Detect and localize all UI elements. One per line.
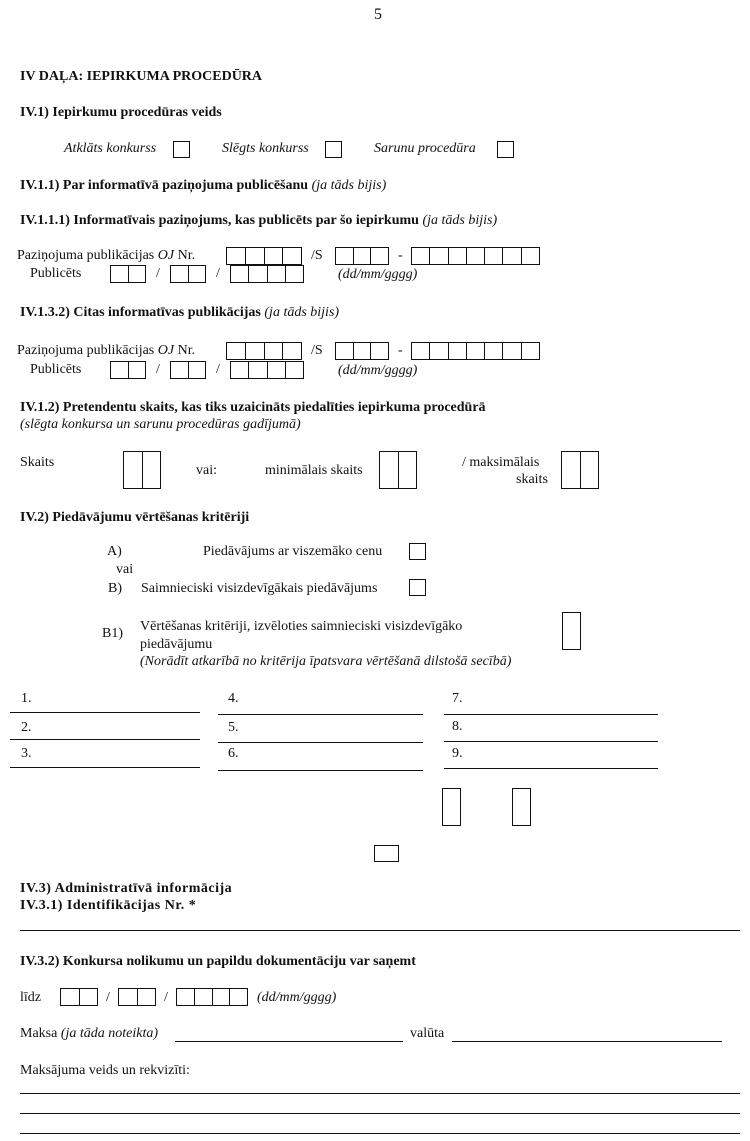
until-label: līdz	[20, 990, 41, 1005]
criterion-a-label: A)	[107, 544, 122, 559]
section-iv2-heading: IV.2) Piedāvājumu vērtēšanas kritēriji	[20, 510, 250, 525]
s-number-field-1[interactable]	[335, 247, 389, 265]
criterion-5-line[interactable]	[218, 742, 423, 743]
dash-2: -	[398, 343, 403, 358]
criterion-2-label: 2.	[21, 720, 32, 735]
until-day-field[interactable]	[60, 988, 98, 1006]
checkbox-negotiated-procedure[interactable]	[497, 141, 514, 158]
slash-2a: /	[156, 362, 160, 377]
section-iv1-heading: IV.1) Iepirkumu procedūras veids	[20, 105, 222, 120]
slash-2b: /	[216, 362, 220, 377]
published-month-field-2[interactable]	[170, 361, 206, 379]
extra-box-3[interactable]	[374, 845, 399, 862]
criterion-6-label: 6.	[228, 746, 239, 761]
option-open-label: Atklāts konkurss	[64, 141, 157, 156]
checkbox-lowest-price[interactable]	[409, 543, 426, 560]
published-label-2: Publicēts	[30, 362, 82, 377]
criterion-4-line[interactable]	[218, 714, 423, 715]
criterion-9-label: 9.	[452, 746, 463, 761]
section-iv132-heading: IV.1.3.2) Citas informatīvas publikācijas (ja tāds bijis)	[20, 305, 340, 320]
oj-number-field-1[interactable]	[226, 247, 302, 265]
extra-box-1[interactable]	[442, 788, 461, 826]
criterion-b-text: Saimnieciski visizdevīgākais piedāvājums	[141, 581, 378, 596]
max-count-label-1: / maksimālais	[462, 455, 540, 470]
slash-1a: /	[156, 266, 160, 281]
criterion-3-line[interactable]	[10, 767, 200, 768]
serial-number-field-1[interactable]	[411, 247, 540, 265]
criterion-b1-text-2: piedāvājumu	[140, 637, 213, 652]
checkbox-restricted-competition[interactable]	[325, 141, 342, 158]
s-number-field-2[interactable]	[335, 342, 389, 360]
max-count-field[interactable]	[561, 451, 599, 489]
payment-label: Maksājuma veids un rekvizīti:	[20, 1063, 190, 1078]
checkbox-b1-criteria[interactable]	[562, 612, 581, 650]
part-title: IV DAĻA: IEPIRKUMA PROCEDŪRA	[20, 69, 263, 84]
until-slash-1: /	[106, 990, 110, 1005]
criterion-4-label: 4.	[228, 691, 239, 706]
currency-label: valūta	[410, 1026, 445, 1041]
section-iv12-note: (slēgta konkursa un sarunu procedūras gadījumā)	[20, 417, 301, 432]
serial-number-field-2[interactable]	[411, 342, 540, 360]
checkbox-most-advantageous[interactable]	[409, 579, 426, 596]
s-label-1: /S	[311, 248, 323, 263]
published-year-field-2[interactable]	[230, 361, 304, 379]
s-label-2: /S	[311, 343, 323, 358]
section-iv111-heading: IV.1.1.1) Informatīvais paziņojums, kas publicēts par šo iepirkumu (ja tāds bijis)	[20, 213, 498, 228]
page-number: 5	[374, 6, 382, 23]
section-iv32-heading: IV.3.2) Konkursa nolikumu un papildu dokumentāciju var saņemt	[20, 954, 416, 969]
criterion-b1-label: B1)	[102, 626, 123, 641]
slash-1b: /	[216, 266, 220, 281]
checkbox-open-competition[interactable]	[173, 141, 190, 158]
identification-line[interactable]	[20, 930, 740, 931]
criterion-1-label: 1.	[21, 691, 32, 706]
criterion-b1-note: (Norādīt atkarībā no kritērija īpatsvara vērtēšanā dilstošā secībā)	[140, 654, 512, 669]
oj-number-field-2[interactable]	[226, 342, 302, 360]
criterion-a-text: Piedāvājums ar viszemāko cenu	[203, 544, 383, 559]
section-iv11-heading: IV.1.1) Par informatīvā paziņojuma publicēšanu (ja tāds bijis)	[20, 178, 387, 193]
option-negotiated-label: Sarunu procedūra	[374, 141, 476, 156]
currency-input-line[interactable]	[452, 1041, 722, 1042]
extra-box-2[interactable]	[512, 788, 531, 826]
criterion-8-label: 8.	[452, 719, 463, 734]
until-date-format: (dd/mm/gggg)	[257, 990, 337, 1005]
fee-label: Maksa (ja tāda noteikta)	[20, 1026, 159, 1041]
dash-1: -	[398, 248, 403, 263]
section-iv3-heading: IV.3) Administratīvā informācija	[20, 881, 233, 896]
criterion-3-label: 3.	[21, 746, 32, 761]
max-count-label-2: skaits	[516, 472, 548, 487]
criterion-7-label: 7.	[452, 691, 463, 706]
criterion-2-line[interactable]	[10, 739, 200, 740]
date-format-1: (dd/mm/gggg)	[338, 267, 418, 282]
min-count-label: minimālais skaits	[265, 463, 363, 478]
criterion-5-label: 5.	[228, 720, 239, 735]
payment-line-2[interactable]	[20, 1113, 740, 1114]
published-day-field-2[interactable]	[110, 361, 146, 379]
criterion-b-label: B)	[108, 581, 122, 596]
until-year-field[interactable]	[176, 988, 248, 1006]
criterion-7-line[interactable]	[444, 714, 658, 715]
min-count-field[interactable]	[379, 451, 417, 489]
payment-line-3[interactable]	[20, 1133, 740, 1134]
payment-line-1[interactable]	[20, 1093, 740, 1094]
published-day-field-1[interactable]	[110, 265, 146, 283]
section-iv12-heading: IV.1.2) Pretendentu skaits, kas tiks uzaicināts piedalīties iepirkuma procedūrā	[20, 400, 486, 415]
count-label: Skaits	[20, 455, 55, 470]
criterion-8-line[interactable]	[444, 741, 658, 742]
until-month-field[interactable]	[118, 988, 156, 1006]
criterion-6-line[interactable]	[218, 770, 423, 771]
criterion-1-line[interactable]	[10, 712, 200, 713]
until-slash-2: /	[164, 990, 168, 1005]
option-restricted-label: Slēgts konkurss	[222, 141, 309, 156]
criterion-or: vai	[116, 562, 134, 577]
or-label: vai:	[196, 463, 217, 478]
criterion-9-line[interactable]	[444, 768, 658, 769]
published-year-field-1[interactable]	[230, 265, 304, 283]
fee-input-line[interactable]	[175, 1041, 403, 1042]
published-label-1: Publicēts	[30, 266, 82, 281]
date-format-2: (dd/mm/gggg)	[338, 363, 418, 378]
criterion-b1-text-1: Vērtēšanas kritēriji, izvēloties saimnieciski visizdevīgāko	[140, 619, 463, 634]
identification-label: IV.3.1) Identifikācijas Nr. *	[20, 898, 197, 913]
publication-label-1: Paziņojuma publikācijas OJ Nr.	[17, 248, 196, 263]
count-field[interactable]	[123, 451, 161, 489]
publication-label-2: Paziņojuma publikācijas OJ Nr.	[17, 343, 196, 358]
published-month-field-1[interactable]	[170, 265, 206, 283]
